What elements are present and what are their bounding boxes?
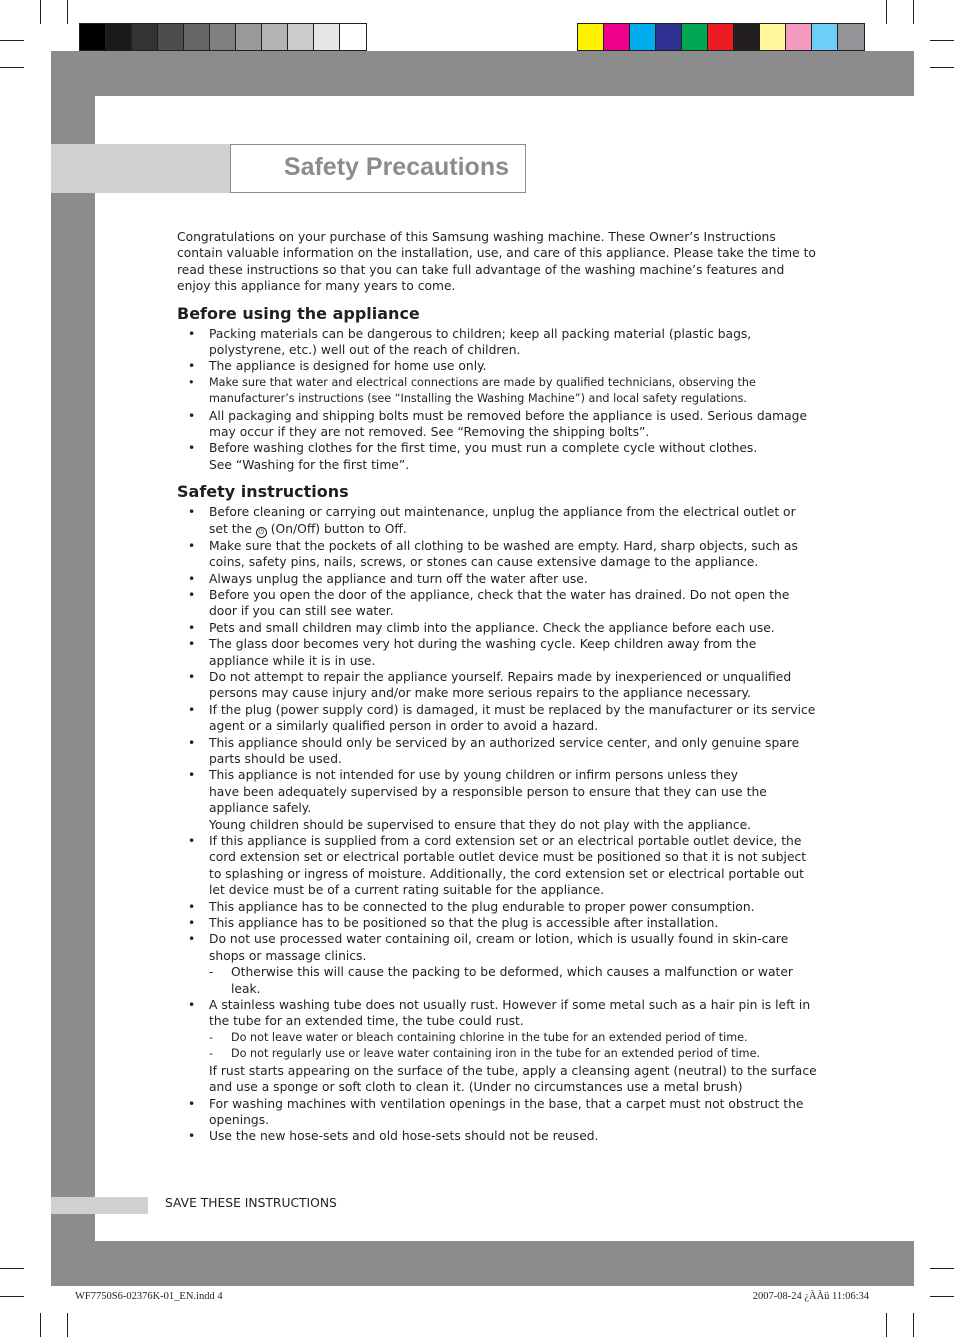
list-item: • This appliance has to be positioned so that the plug is accessible after installation. xyxy=(177,915,817,931)
title-box xyxy=(230,144,526,193)
color-swatch xyxy=(760,24,786,50)
crop-mark xyxy=(930,67,954,68)
list-item: • Make sure that the pockets of all clothing to be washed are empty. Hard, sharp objects, such as coins, safety pins, nails, screws, or stones can cause extensive damage to the appliance. xyxy=(177,538,817,571)
color-swatch xyxy=(682,24,708,50)
frame-top-band xyxy=(51,51,914,96)
sub-item-text: Do not regularly use or leave water containing iron in the tube for an extended period of time. xyxy=(231,1047,761,1061)
list-item: • All packaging and shipping bolts must be removed before the appliance is used. Serious damage may occur if they are not removed. See “Removing the shipping bolts”. xyxy=(177,408,817,441)
color-swatch xyxy=(340,24,366,50)
color-swatch xyxy=(578,24,604,50)
list-item-text: have been adequately supervised by a responsible person to ensure that they can use the appliance safely. xyxy=(209,784,767,816)
list-item xyxy=(177,931,817,997)
list-item xyxy=(177,504,817,537)
list-item: • Pets and small children may climb into the appliance. Check the appliance before each use. xyxy=(177,620,817,636)
color-swatch xyxy=(158,24,184,50)
list-item: • Packing materials can be dangerous to children; keep all packing material (plastic bags, polystyrene, etc.) well out of the reach of children. xyxy=(177,326,817,359)
dash-marker: - xyxy=(209,1047,214,1061)
color-swatch xyxy=(604,24,630,50)
color-swatch xyxy=(106,24,132,50)
before-using-list xyxy=(177,326,817,474)
footer-note: SAVE THESE INSTRUCTIONS xyxy=(165,1196,337,1210)
list-item: • If this appliance is supplied from a cord extension set or an electrical portable outlet device, the cord extension set or electrical portable outlet device must be positioned so that it is not subject to splashing or ingress of moisture. Additionally, the cord extension set or electrical portable out let device must be of a current rating suitable for the appliance. xyxy=(177,833,817,899)
crop-mark xyxy=(0,67,24,68)
crop-mark xyxy=(886,1313,887,1337)
color-swatch xyxy=(656,24,682,50)
list-item: • Use the new hose-sets and old hose-sets should not be reused. xyxy=(177,1128,817,1144)
color-swatch xyxy=(80,24,106,50)
dash-marker: - xyxy=(209,965,214,980)
crop-mark xyxy=(930,1268,954,1269)
section-heading-before-using: Before using the appliance xyxy=(177,303,420,323)
color-swatch xyxy=(184,24,210,50)
list-item: • The appliance is designed for home use only. xyxy=(177,358,817,374)
list-item: • This appliance should only be serviced by an authorized service center, and only genuine spare parts should be used. xyxy=(177,735,817,768)
process-color-bar xyxy=(577,23,865,51)
crop-mark xyxy=(930,1296,954,1297)
crop-mark xyxy=(0,40,24,41)
sub-item-text: Do not leave water or bleach containing chlorine in the tube for an extended period of time. xyxy=(231,1030,748,1044)
slug-filename: WF7750S6-02376K-01_EN.indd 4 xyxy=(75,1291,223,1302)
crop-mark xyxy=(67,0,68,24)
footer-accent-block xyxy=(51,1197,148,1214)
crop-mark xyxy=(67,1313,68,1337)
crop-mark xyxy=(0,1268,24,1269)
list-item-text: See “Washing for the first time”. xyxy=(209,457,410,472)
color-swatch xyxy=(210,24,236,50)
list-item xyxy=(177,997,817,1095)
color-swatch xyxy=(734,24,760,50)
crop-mark xyxy=(40,0,41,24)
color-swatch xyxy=(812,24,838,50)
color-swatch xyxy=(630,24,656,50)
list-item-text: Young children should be supervised to ensure that they do not play with the appliance. xyxy=(209,817,752,832)
list-item-text: Before washing clothes for the first time, you must run a complete cycle without clothes. xyxy=(209,441,758,456)
list-item-text: Before cleaning or carrying out maintenance, unplug the appliance from the electrical outlet or set the xyxy=(209,505,796,536)
color-swatch xyxy=(786,24,812,50)
sub-item-text: Otherwise this will cause the packing to be deformed, which causes a malfunction or water leak. xyxy=(231,965,793,996)
crop-mark xyxy=(886,0,887,24)
section-heading-safety: Safety instructions xyxy=(177,482,349,502)
list-item-text: This appliance is not intended for use by young children or infirm persons unless they xyxy=(209,768,739,783)
color-swatch xyxy=(288,24,314,50)
color-swatch xyxy=(708,24,734,50)
crop-mark xyxy=(40,1313,41,1337)
sub-item xyxy=(209,1046,817,1062)
color-swatch xyxy=(262,24,288,50)
list-item: • The glass door becomes very hot during the washing cycle. Keep children away from the appliance while it is in use. xyxy=(177,636,817,669)
list-item: • Make sure that water and electrical connections are made by qualified technicians, observing the manufacturer’s instructions (see “Installing the Washing Machine”) and local safety regulations. xyxy=(177,375,817,408)
dash-marker: - xyxy=(209,1030,214,1044)
intro-paragraph: Congratulations on your purchase of this Samsung washing machine. These Owner’s Instructions contain valuable information on the installation, use, and care of this appliance. Please take the time to read these instructions so that you can take full advantage of the washing machine’s features and enjoy this appliance for many years to come. xyxy=(177,230,816,294)
list-item: • This appliance has to be connected to the plug endurable to proper power consumption. xyxy=(177,899,817,915)
frame-left-band xyxy=(51,51,95,1286)
sub-item xyxy=(209,964,817,997)
list-item: • Always unplug the appliance and turn off the water after use. xyxy=(177,571,817,587)
list-item-text: Do not use processed water containing oil, cream or lotion, which is usually found in skin-care shops or massage clinics. xyxy=(209,932,789,963)
safety-list xyxy=(177,504,817,1144)
color-swatch xyxy=(132,24,158,50)
document-body xyxy=(177,229,817,1145)
sub-item xyxy=(209,1030,817,1046)
list-item xyxy=(177,767,817,833)
crop-mark xyxy=(913,0,914,24)
list-item: • Do not attempt to repair the appliance yourself. Repairs made by inexperienced or unqualified persons may cause injury and/or make more serious repairs to the appliance necessary. xyxy=(177,669,817,702)
slug-timestamp: 2007-08-24 ¿ÀÀü 11:06:34 xyxy=(752,1291,869,1302)
crop-mark xyxy=(913,1313,914,1337)
list-item: • For washing machines with ventilation openings in the base, that a carpet must not obstruct the openings. xyxy=(177,1096,817,1129)
color-swatch xyxy=(838,24,864,50)
power-icon: ⏻ xyxy=(256,527,267,538)
page-title: Safety Precautions xyxy=(283,153,509,181)
list-item-text: If rust starts appearing on the surface of the tube, apply a cleansing agent (neutral) to the surface and use a sponge or soft cloth to clean it. (Under no circumstances use a metal brush) xyxy=(209,1063,817,1095)
crop-mark xyxy=(930,40,954,41)
color-swatch xyxy=(236,24,262,50)
title-accent-block xyxy=(51,144,231,193)
list-item: • Before you open the door of the appliance, check that the water has drained. Do not open the door if you can still see water. xyxy=(177,587,817,620)
list-item: • If the plug (power supply cord) is damaged, it must be replaced by the manufacturer or its service agent or a similarly qualified person in order to avoid a hazard. xyxy=(177,702,817,735)
list-item-text: A stainless washing tube does not usually rust. However if some metal such as a hair pin is left in the tube for an extended time, the tube could rust. xyxy=(209,998,811,1029)
crop-mark xyxy=(0,1296,24,1297)
list-item-text: (On/Off) button to Off. xyxy=(270,521,407,536)
color-swatch xyxy=(314,24,340,50)
frame-bottom-band xyxy=(51,1241,914,1286)
list-item xyxy=(177,440,817,473)
gray-color-bar xyxy=(79,23,367,51)
